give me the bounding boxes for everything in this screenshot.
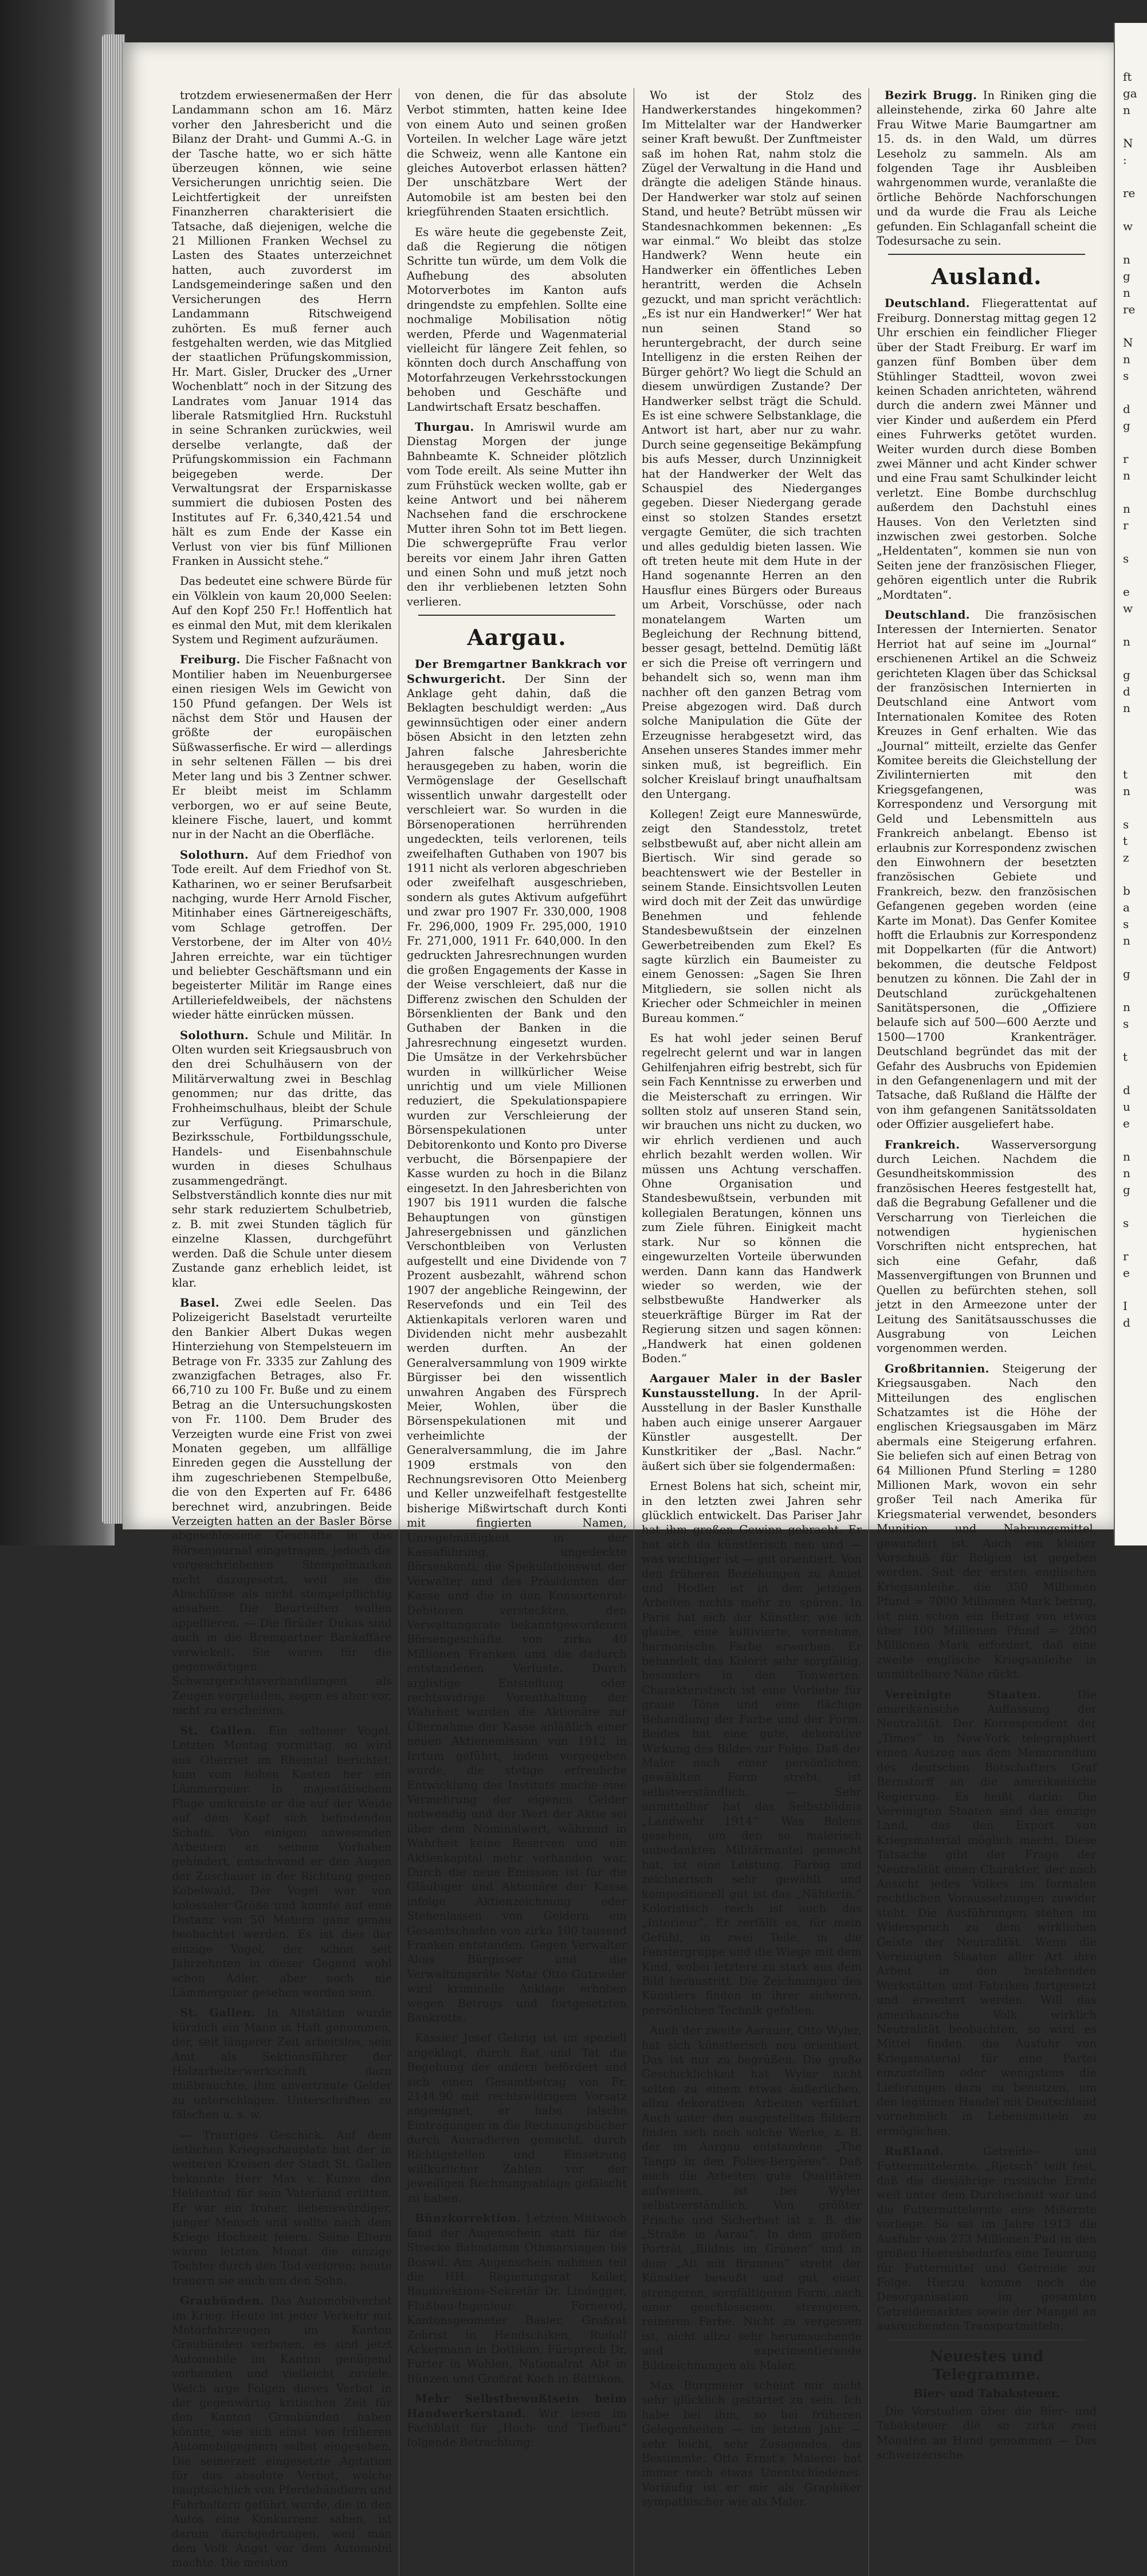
article-body-text: Die Fischer Faßnacht von Montilier haben im Neuenburgersee einen riesigen Wels im Gewicht von 150 Pfund gefangen. Der Wels ist nächst dem Stör und Hausen der größte der europäischen Süßwasserfische. Er wird — allerdings in sehr seltenen Fällen — bis drei Meter lang und bis 3 Zentner schwer. Er bleibt meist im Schlamm verborgen, wo er auf seine Beute, kleinere Fische, lauert, und kommt nur in der Nacht an die Oberfläche. xyxy=(172,653,392,841)
article-dateline: Solothurn. xyxy=(180,848,257,862)
article-body-text: In Amriswil wurde am Dienstag Morgen der junge Bahnbeamte K. Schneider plötzlich vom Tode ereilt. Als seine Mutter ihn zum Frühstück wecken wollte, gab er keine Antwort und bei näherem Nachsehen fand die erschrockene Mutter ihren Sohn tot im Bett liegen. Die schwergeprüfte Frau verlor bereits vor einem Jahr ihren Gatten und einen Sohn und muß jetzt noch den ihr verbliebenen letzten Sohn verlieren. xyxy=(407,420,627,608)
article-paragraph xyxy=(172,848,392,1022)
article-paragraph xyxy=(172,1724,392,2000)
article-dateline: Bünzkorrektion. xyxy=(415,2212,526,2225)
article-body-text: Es wäre heute die gegebenste Zeit, daß die Regierung die nötigen Schritte tun würde, um dem Volk die Aufhebung des absoluten Motorverbotes im Kanton aufs dringendste zu empfehlen. Sollte eine nochmalige Mobilisation nötig werden, Pferde und Wagenmaterial vielleicht für längere Zeit fehlen, so könnten doch durch Anschaffung von Motorfahrzeugen Verkehrsstockungen behoben und Geschäfte und Landwirtschaft Ersatz beschaffen. xyxy=(407,225,627,414)
article-paragraph xyxy=(642,2023,862,2373)
article-paragraph xyxy=(642,88,862,801)
article-body-text: Zwei edle Seelen. Das Polizeigericht Baselstadt verurteilte den Bankier Albert Dukas wegen Hinterziehung von Stempelsteuern im Betrage von Fr. 3335 zur Zahlung des zwanzigfachen Betrages, also Fr. 66,710 zu 100 Fr. Buße und zu einem Betrag an die Untersuchungskosten von Fr. 1100. Dem Bruder des Verzeigten wurde eine Frist von zwei Monaten gegeben, um allfällige Einreden gegen die Ausstellung der ihm zugeschriebenen Stempelbuße, die von den Experten auf Fr. 6486 berechnet wird, anzubringen. Beide Verzeigten hatten an der Basler Börse abgeschlossene Geschäfte in das Börsenjournal eingetragen, jedoch die vorgeschriebenen Stempelmarken nicht dazugesetzt, weil sie die Abschlüsse als nicht stempelpflichtig ansahen. Die Beurteilten wollen appellieren. — Die Brüder Dukas sind auch in die Bremgartner Bankaffäre verwickelt. Sie waren für die gegenwärtigen Schwurgerichtsverhandlungen als Zeugen vorgeladen, zogen es aber vor, nicht zu erscheinen. xyxy=(172,1296,392,1717)
column-1 xyxy=(172,88,392,2576)
article-body-text: Letzten Mittwoch fand der Augenschein statt für die Strecke Bahndamm Othmarsingen bis Boswil. Am Augenschein nahmen teil die HH. Regierungsrat Keller, Baudirektions-Sekretär Dr. Lindegger, Flußbau-Ingenieur Fornerod, Kantonsgeometer Basler, Großrat Zobrist in Hendschiken, Rudolf Ackermann in Dottikon, Fürsprech Dr. Furter in Wohlen, Nationalrat Abt in Bünzen und Großrat Koch in Büttikon. xyxy=(407,2212,627,2385)
article-paragraph xyxy=(172,2128,392,2288)
next-page-edge xyxy=(1114,23,1147,1545)
article-paragraph xyxy=(172,652,392,841)
article-body-text: Fliegerattentat auf Freiburg. Donnerstag mittag gegen 12 Uhr erschien ein feindlicher Flieger über der Stadt Freiburg. Er warf im ganzen fünf Bomben über dem Stühlinger Stadtteil, wovon zwei keinen Schaden anrichteten, während durch die andern zwei Männer und vier Kinder und außerdem ein Pferd eines Fuhrwerks getötet wurden. Weiter wurden durch diese Bomben zwei Männer und acht Kinder schwer und eine Frau samt Schulkinder leicht verletzt. Eine Bombe durchschlug außerdem den Dachstuhl eines Hauses. Von den Verletzten sind inzwischen zwei gestorben. Solche „Heldentaten“, kommen sie nun von Seiten jene der französischen Flieger, gehören eigentlich unter die Rubrik „Mordtaten“. xyxy=(877,297,1097,601)
article-paragraph xyxy=(172,1296,392,1718)
article-body-text: trotzdem erwiesenermaßen der Herr Landammann schon am 16. März vorher den Jahresbericht und die Bilanz der Draht- und Gummi A.-G. in der Tasche hatte, wo er sich hätte überzeugen können, wie seine Versicherungen unrichtig seien. Die Leichtfertigkeit der unreifsten Finanzherren charakterisiert die Tatsache, daß diejenigen, welche die 21 Millionen Franken Wechsel zu Lasten des Staates unterzeichnet hatten, auch zuvorderst im Landsgemeinderinge saßen und den Versicherungen des Herrn Landammann Ritschweigend zuhörten. Es muß ferner auch festgehalten werden, wie das Mitglied der staatlichen Prüfungskommission, Hr. Mart. Gisler, Drucker des „Urner Wochenblatt“ noch in der Sitzung des Landrates vom Januar 1914 das liberale Ratsmitglied Hrn. Ruckstuhl in seine Schranken zurückwies, weil derselbe verlangte, daß der Prüfungskommission ein Fachmann beigegeben werde. Der Verwaltungsrat der Ersparniskasse summiert die dubiosen Posten des Institutes auf Fr. 6,340,421.54 und hält es zum Ende der Kasse ein Verlust von vier bis fünf Millionen Franken in Aussicht stehe.“ xyxy=(172,89,392,568)
next-page-text-fragment: ft ga n N : re w n g n re N n s d g r n n r s e w n g d n t n s t z b a s n g n s t d u e n n g s r e I d xyxy=(1123,70,1137,1330)
article-paragraph xyxy=(877,296,1097,602)
article-paragraph xyxy=(877,608,1097,1132)
article-body-text: — Trauriges Geschick. Auf dem östlichen Kriegsschauplatz hat der in weiteren Kreisen der Stadt St. Gallen bekannte Herr Max v. Kunze den Heldentod für sein Vaterland erlitten. Er war ein froher, liebenswürdiger, junger Mensch und wollte nach dem Kriege Hochzeit feiern. Seine Eltern waren letzten Monat die einzige Tochter durch den Tod verloren; heute trauern sie auch um den Sohn. xyxy=(172,2128,392,2287)
article-dateline: Bezirk Brugg. xyxy=(885,89,983,102)
article-body-text: Ein seltener Vogel. Letzten Montag vormittag, so wird aus Oberriet im Rheintal berichtet, kam vom hohen Kasten her ein Lämmergeier. In majestätischem Fluge umkreiste er die auf der Weide auf dem Kapf sich befindenden Schafe. Von einigen anwesenden Arbeitern an seinem Vorhaben gehindert, entschwand er den Augen der Zuschauer in der Richtung gegen Kobelwald. Der Vogel war von kolossaler Größe und konnte auf eine Distanz von 50 Metern ganz genau beobachtet werden. Es ist dies der einzige Vogel, der schon seit Jahrzehnten in dieser Gegend wohl schon Adler, aber noch nie Lämmergeier gesehen worden sein. xyxy=(172,1724,392,1999)
article-body-text: Ernest Bolens hat sich, scheint mir, in den letzten zwei Jahren sehr glücklich entwickelt. Das Pariser Jahr hat ihm großen Gewinn gebracht. Er hat sich da künstlerisch neu und — was wichtiger ist — gut orientiert. Von den früheren Beziehungen zu Amiet und Hodler ist in den jetzigen Arbeiten nichts mehr zu spüren. In Paris hat sich der Künstler, wie ich glaube, eine kultivierte, vornehme, harmonische Farbe erworben. Er behandelt das Kolorit sehr sorgfältig, besonders in den Tonwerten. Charakteristisch ist eine Vorliebe für graue Töne und eine flächige Behandlung der Farbe und der Form. Beides hat eine gute, dekorative Wirkung des Bildes zur Folge. Daß der Maler nach einer persönlichen, gewählten Form strebt, ist selbstverständlich. — Sehr unmittelbar hat das Selbstbildnis „Landwehr 1914“. Was Bolens gesehen, um den so malerisch unbedankten Militärmantel gemacht hat, ist eine Leistung. Farbig und zeichnerisch sehr gewählt und kompositionell gut ist das „Nähterin.“ Koloristisch reich ist auch das „Interieur“. Er zerfällt es, für mein Gefühl, in zwei Teile, in die Fenstergruppe und die Wiege mit dem Kind, wobei letztere zu stark aus dem Bild heraustritt. Die Zeichnungen des Künstlers finden in ihrer sicheren, persönlichen Technik gefallen. xyxy=(642,1480,862,2017)
article-body-text: In Riniken ging die alleinstehende, zirka 60 Jahre alte Frau Witwe Marie Baumgartner am 15. ds. in den Wald, um dürres Leseholz zu sammeln. Als am folgenden Tage ihr Ausbleiben wahrgenommen wurde, veranlaßte die örtliche Behörde Nachforschungen und da wurde die Frau als Leiche gefunden. Ein Schlaganfall scheint die Todesursache zu sein. xyxy=(877,89,1097,248)
section-rule xyxy=(888,254,1085,255)
article-body-text: Wasserversorgung durch Leichen. Nachdem die Gesundheitskommission des französischen Heeres festgestellt hat, daß die Begrabung Gefallener und die Verscharrung von Tierleichen die notwendigen hygienischen Vorschriften nicht entsprechen, hat sich eine Gefahr, daß Massenvergiftungen von Brunnen und Quellen zu befürchten stehen, soll jetzt in den Armeezone unter der Leitung des Sanitätsausschusses die Ausgrabung von Leichen vorgenommen werden. xyxy=(877,1138,1097,1355)
article-paragraph xyxy=(172,574,392,647)
article-dateline: Deutschland. xyxy=(885,297,982,310)
article-dateline: Großbritannien. xyxy=(885,1362,1003,1375)
article-paragraph xyxy=(172,88,392,568)
book-spine-edge xyxy=(102,34,125,1524)
article-body-text: Die französischen Interessen der Internierten. Senator Herriot hat auf seine im „Journal“ erschienenen Artikel an die Schweiz gerichteten Klagen über das Schicksal der französischen Internierten in Deutschland eine Antwort vom Internationalen Komitee des Roten Kreuzes in Genf erhalten. Wie das „Journal“ mitteilt, erzielte das Genfer Komitee bereits die Gleichstellung der Zivilinternierten mit den Kriegsgefangenen, was Korrespondenz und Versorgung mit Geld und Lebensmitteln aus Frankreich anbelangt. Ebenso ist erlaubnis zur Korrespondenz zwischen den Einwohnern der besetzten französischen Gebiete und Frankreich, bezw. den französischen Gefangenen gegeben worden (eine Karte im Monat). Das Genfer Komitee hofft die Erlaubnis zur Korrespondenz mit Doppelkarten (für die Antwort) bekommen, die deutsche Feldpost benutzen zu können. Die Zahl der in Deutschland zurückgehaltenen Sanitätspersonen, die „Offiziere belaufe sich auf 500—600 Aerzte und 1500—1700 Krankenträger. Deutschland begründet das mit der Gefahr des Ausbruchs von Epidemien in den Gefangenenlagern und mit der Tatsache, daß Rußland die Hälfte der von ihm gefangenen Sanitätssoldaten oder Offizier ausgeliefert habe. xyxy=(877,608,1097,1131)
newspaper-page xyxy=(123,42,1114,2570)
article-dateline: Frankreich. xyxy=(885,1138,992,1151)
article-paragraph xyxy=(407,420,627,609)
article-dateline: Deutschland. xyxy=(885,608,985,622)
article-dateline: Freiburg. xyxy=(180,653,245,667)
article-dateline: Basel. xyxy=(180,1296,235,1309)
article-paragraph xyxy=(642,1479,862,2017)
article-paragraph xyxy=(877,2404,1097,2463)
article-body-text: Die Vorstudien über die Bier- und Tabaksteuer die so zirka zwei Monaten an Hand genommen — Das schweizerische xyxy=(877,2404,1097,2462)
article-paragraph xyxy=(172,1028,392,1290)
article-paragraph xyxy=(407,2392,627,2450)
article-body-text: Die amerikanische Auffassung der Neutralität. Der Korrespondent der „Times“ in New-York telegraphiert einen Auszug aus dem Memorandum des deutschen Botschafters Graf Bernstorff an die amerikanische Regierung. Es heißt darin: Die Vereinigten Staaten sind das einzige Land, das den Export von Kriegsmaterial möglich macht. Diese Tatsache gibt der Frage der Neutralität einen Charakter, der nach Ansicht jedes Volkes im formalen rechtlichen Voraussetzungen zuwider steht. Die Ausführungen stehen im Widerspruch zu dem wirklichen Geiste der Neutralität. Wenn die Vereinigten Staaten aller Art ihre Arbeit in den bestehenden Werkstätten und Fabriken fortgesetzt und erweitert werden. Will das amerikanische Volk wirklich Neutralität beobachten, so wird es Mittel finden, die Ausfuhr von Kriegsmaterial für eine Partei einzustellen oder wenigstens die Lieferungen dazu zu benutzen, um den legitimen Handel mit Deutschland vornehmlich in Lebensmitteln zu ermöglichen. xyxy=(877,1688,1097,2138)
article-dateline: Graubünden. xyxy=(180,2294,270,2308)
article-body-text: Getreide- und Futtermittelernte. „Rjetsch“ teilt fest, daß die diesjährige russische Ernte weit unter dem Durchschnitt war und die Futtermittelernte eine Mißernte vorliege. So sei im Jahre 1913 die Ausfuhr von 273 Millionen Pud in den großen Heeresbedarfes eine Teuerung für Futtermittel und Getreide zur Folge. Hierzu komme noch die Desorganisation im gesamten Getreidemarktes sowie der Mangel an ausreichenden Transportmitteln. xyxy=(877,2145,1097,2333)
section-rule xyxy=(418,615,615,616)
article-body-text: Wo ist der Stolz des Handwerkerstandes hingekommen? Im Mittelalter war der Handwerker seiner Kraft bewußt. Der Zunftmeister saß im hohen Rat, nahm stolz die Zügel der Verwaltung in die Hand und drängte die adeligen Stände hinaus. Der Handwerker war stolz auf seinen Stand, und heute? Betrübt müssen wir Standesnachkommen bekennen: „Es war einmal.“ Wo bleibt das stolze Handwerk? Wenn heute ein Handwerker ein öffentliches Leben herantritt, werden die Achseln gezuckt, und man spricht verächtlich: „Es ist nur ein Handwerker!“ Wer hat nun seinen Stand so heruntergebracht, der durch seine Intelligenz in die ersten Reihen der Bürger gehört? Wo liegt die Schuld an diesem unwürdigen Zustande? Der Handwerker selbst trägt die Schuld. Es ist eine schwere Selbstanklage, die Antwort ist hart, aber nur zu wahr. Durch seine gegenseitige Bekämpfung bis aufs Messer, durch Unzinnigkeit hat der Handwerker der Welt das Schauspiel des Niederganges gegeben. Dieser Niedergang gerade einst so stolzen Standes ersetzt vergagte Gemüter, die sich trachten und alles geduldig bieten lassen. Wie oft treten heute mit dem Hute in der Hand sogenannte Herren an den Hausflur eines Bürgers oder Bureaus um Arbeit, Vorschüsse, oder nach monatelangem Warten um Begleichung der Rechnung bittend, besser gesagt, bettelnd. Demütig läßt er sich die Preise oft verringern und behandelt sich so, wenn man ihm nachher oft den ganzen Betrag vom Preise abgezogen wird. Daß durch solche Manipulation die Güte der Erzeugnisse herabgesetzt wird, das Ansehen unseres Standes immer mehr sinken muß, ist begreiflich. Ein solcher Kreislauf bringt unaufhaltsam den Untergang. xyxy=(642,89,862,801)
article-dateline: Mehr Selbstbewußtsein beim Handwerkerstand. xyxy=(407,2392,627,2420)
scan-background-left xyxy=(0,0,115,1545)
article-paragraph xyxy=(877,1138,1097,1356)
article-paragraph xyxy=(877,2144,1097,2333)
article-body-text: In Altstätten wurde kürzlich ein Mann in Haft genommen, der, seit längerer Zeit arbeitslos, sein Amt als Sektionsführer der Holzarbeiterwerkschaft dazu mißbrauchte, ihm anvertraute Gelder zu unterschlagen. Unterschriften zu fälschen u. s. w. xyxy=(172,2006,392,2122)
column-4 xyxy=(877,88,1097,2576)
article-body-text: Kassier Josef Gehrig ist im speziell angeklagt, durch Rat und Tat die Begehung der andern befördert und sich einen Gesamtbetrag von Fr. 2144.90 mit rechtswidrigem Vorsatz angeeignet, er habe falsche Eintragungen in die Rechnungsbücher durch Ausradieren gemacht, durch Richtigstellen und Einsetzung willkürlicher Zahlen vor der jeweiligen Rechnungsablage gefälscht zu haben. xyxy=(407,2031,627,2205)
article-dateline: Aargauer Maler in der Basler Kunstausstellung. xyxy=(642,1372,862,1400)
article-body-text: Schule und Militär. In Olten wurden seit Kriegsausbruch von den drei Schulhäusern von der Militärverwaltung zwei in Beschlag genommen; nur das dritte, das Frohheimschulhaus, bleibt der Schule zur Verfügung. Primarschule, Bezirksschule, Fortbildungsschule, Handels- und Eisenbahnschule wurden in dieses Schulhaus zusammengedrängt. Selbstverständlich konnte dies nur mit sehr stark reduziertem Schulbetrieb, z. B. mit zwei Stunden täglich für einzelne Klassen, durchgeführt werden. Daß die Schule unter diesem Zustande ganz erheblich leidet, ist klar. xyxy=(172,1028,392,1289)
article-dateline: Rußland. xyxy=(885,2145,983,2158)
article-body-text: Auch der zweite Aarauer, Otto Wyler, hat sich künstlerisch neu orientiert. Das ist nur zu begrüßen. Die große Geschicklichkeit hat Wyler nicht selten zu einem etwas äußerlichen, allzu dekorativen Arbeiten verführt. Auch unter den ausgestellten Bildern finden sich noch solche Werke, z. B. der im Aargau entstandene „The Tango in den Folies-Bergères“. Daß auch die Arbeiten gute Qualitäten aufweisen, ist bei Wyler selbstverständlich. Von größter Frische und Sicherheit ist z. B. die „Straße in Aarau“. In dem großen Porträt „Bildnis im Grünen“ und in dem „Alt mit Brunnen“ strebt der Künstler bewußt und gut einer strengeren, sorgfältigeren Form, nach einer geschlossenen, strengeren, reineren Farbe. Nicht zu vergessen ist, nicht allzu sehr herumsuchende und experimentierende Bildzeichnungen als Maler. xyxy=(642,2024,862,2372)
article-dateline: Der Bremgartner Bankkrach vor Schwurgericht. xyxy=(407,658,627,686)
section-rule xyxy=(888,2339,1085,2341)
article-paragraph xyxy=(407,2031,627,2205)
article-body-text: Es hat wohl jeder seinen Beruf regelrecht gelernt und war in langen Gehilfenjahren eifrig bestrebt, sich für sein Fach Kenntnisse zu erwerben und die Meisterschaft zu erringen. Wir sollten stolz auf unseren Stand sein, wir brauchen uns nicht zu ducken, wo wir ehrlich verdienen und auch ehrlich bezahlt werden wollen. Wir müssen uns Achtung verschaffen. Ohne Organisation und Standesbewußtsein, verbunden mit kollegialen Beratungen, können uns zum Ziele führen. Einigkeit macht stark. Nur so können die eingewurzelten Vorteile überwunden werden. Dann kann das Handwerk wieder so werden, wie der selbstbewußte Handwerker als steuerkräftige Bürger im Rat der Regierung sitzen und sagen können: „Handwerk hat einen goldenen Boden.“ xyxy=(642,1032,862,1365)
article-paragraph xyxy=(172,2005,392,2122)
article-paragraph xyxy=(877,1688,1097,2139)
article-dateline: Solothurn. xyxy=(180,1028,257,1042)
article-body-text: von denen, die für das absolute Verbot stimmten, hatten keine Idee von einem Auto und seinen großen Vorteilen. In welcher Lage wäre jetzt die Schweiz, wenn alle Kantone ein gleiches Autoverbot erlassen hätten? Der unschätzbare Wert der Automobile ist am besten bei den kriegführenden Staaten ersichtlich. xyxy=(407,89,627,219)
article-paragraph xyxy=(642,1371,862,1473)
column-2 xyxy=(407,88,627,2576)
article-paragraph xyxy=(642,1031,862,1366)
section-heading-ausland: Ausland. xyxy=(931,264,1042,290)
article-paragraph xyxy=(407,225,627,414)
article-columns xyxy=(172,88,1097,2570)
article-body-text: Das Automobilverbot im Krieg. Heute ist jeder Verkehr mit Motorfahrzeugen im Kanton Graubünden verboten, es sind jetzt Automobile im Kanton genügend vorhanden und vielleicht zuviele. Welch arge Folgen dieses Verbot in der gegenwärtig kritischen Zeit für den Kanton Graubünden haben könnte, wie sich einst von früheren Automobilgegnern selbst eingesehen. Die seinerzeit eingesetzte Agitation für das absolute Verbot, welche hauptsächlich von Pferdehändlern und Fuhrhaltern geführt wurde, die in den Autos eine Konkurrenz sahen, ist darum durchgedrungen, weil man dem Volk Angst vor dem Automobil machte. Die meisten xyxy=(172,2294,392,2570)
article-dateline: St. Gallen. xyxy=(180,2006,267,2020)
article-body-text: Der Sinn der Anklage geht dahin, daß die Beklagten beschuldigt werden: „Aus gewinnsüchtigen oder einer andern bösen Absicht in den letzten zehn Jahren falsche Jahresberichte herausgegeben zu haben, worin die Vermögenslage der Gesellschaft wissentlich unwahr dargestellt oder verschleiert war. So wurden in die Börsenoperationen herrührenden ungedeckten, teils verlorenen, teils zweifelhaften Guthaben von 1907 bis 1911 nicht als verloren abgeschrieben oder zweifelhaft ausgeschrieben, sondern als gutes Aktivum aufgeführt und zwar pro 1907 Fr. 330,000, 1908 Fr. 296,000, 1909 Fr. 295,000, 1910 Fr. 271,000, 1911 Fr. 640,000. In den gedruckten Jahresrechnungen wurden die großen Engagements der Kasse in der Weise verschleiert, daß nur die Differenz zwischen den Schulden der Börsenklienten der Bank und den Guthaben der Banken in die Jahresrechnung eingesetzt wurden. Die Umsätze in der Verkehrsbücher wurden in willkürlicher Weise unrichtig und um viele Millionen reduziert, die Spekulationspapiere wurden zur Verschleierung der Börsenspekulationen unter Debitorenkonto und Konto pro Diverse verbucht, die Börsenpapiere der Kasse wurden zu hoch in die Bilanz eingesetzt. In den Jahresberichten von 1907 bis 1911 wurden die falsche Behauptungen von günstigen Jahresergebnissen und gänzlichen Verschontbleiben von Verlusten aufgestellt und eine Dividende von 7 Prozent ausbezahlt, während schon 1907 der angebliche Reingewinn, der Reservefonds und ein Teil des Aktienkapitals verloren waren und Dividenden nicht mehr ausbezahlt werden durften. An der Generalversammlung von 1909 wirkte Bürgisser bei den wissentlich unwahren Angaben des Fürsprech Meier, Wohlen, über die Börsenspekulationen mit und verheimlichte der Generalversammlung, die im Jahre 1909 erstmals von den Rechnungsrevisoren Otto Meienberg und Keller unzweifelhaft festgestellte bisherige Mißwirtschaft durch Konti mit fingierten Namen, Unregelmäßigkeit in der Kassaführung, ungedeckte Börsenkonti, die Spekulationswut der Verwalter und des Präsidenten der Kasse und die in den Konsortenrat-Debitoren versteckten, den Verwaltungsrate bekanntgewordenen Börsengeschäfte von zirka 40 Millionen Franken und die dadurch entstandenen Verluste. Durch arglistige Entstellung oder rechtswidrige Vorenthaltung der Wahrheit wurden die Aktionäre zur Übernahme der Kasse anläßlich einer neuen Aktienemission von 1912 in Irrtum geführt, indem vorgegeben wurde, die stetige erfreuliche Entwicklung des Instituts mache eine Vermehrung der eigenen Gelder notwendig und der Wert der Aktie sei über dem Nominalwert, während in Wahrheit keine Reserven und ein Aktienkapital mehr vorhanden war. Durch die neue Emission ist für die Gläubiger und Aktionäre der Kasse infolge Aktienzeichnung oder Stehenlassen von Geldern ein Gesamtschaden von zirka 100 tausend Franken entstanden. Gegen Verwalter Alois Bürgisser und die Verwaltungsräte Notar Otto Gutzwiler wird kriminelle Anklage erhoben wegen Betrugs und fortgesetzten Bankrotts. xyxy=(407,672,627,2024)
article-paragraph xyxy=(877,1362,1097,1682)
article-paragraph xyxy=(877,88,1097,248)
article-dateline: Vereinigte Staaten. xyxy=(885,1688,1078,1701)
article-body-text: Das bedeutet eine schwere Bürde für ein Völklein von kaum 20,000 Seelen: Auf den Kopf 250 Fr.! Hoffentlich hat es einmal den Mut, mit dem klerikalen System und Regiment aufzuräumen. xyxy=(172,575,392,647)
article-paragraph xyxy=(407,657,627,2025)
article-body-text: Auf dem Friedhof von Tode ereilt. Auf dem Friedhof von St. Katharinen, wo er seiner Berufsarbeit nachging, wurde Herr Arnold Fischer, Mitinhaber eines Gärtnereigeschäfts, vom Schlage getroffen. Der Verstorbene, der im Alter von 40½ Jahren erreichte, war ein tüchtiger und beliebter Geschäftsmann und ein begeisterter Militär im Range eines Artilleriefeldweibels, der nächstens wieder hätte einrücken müssen. xyxy=(172,848,392,1022)
article-body-text: Steigerung der Kriegsausgaben. Nach den Mitteilungen des englischen Schatzamtes ist die Höhe der englischen Kriegsausgaben im März abermals eine Steigerung erfahren. Sie beliefen sich auf einen Betrag von 64 Millionen Pfund Sterling = 1280 Millionen Mark, wovon ein sehr großer Teil nach Amerika für Kriegsmaterial verwendet, besonders Munition und Nahrungsmittel, gewandert ist. Auch ein kleiner Vorschuß für Belgien ist gegeben worden. Seit der ersten englischen Kriegsanleihe, die 350 Millionen Pfund = 7000 Millionen Mark betrug, ist nun schon ein Betrag von etwas über 100 Millionen Pfund = 2000 Millionen Mark erfordert, daß eine zweite englische Kriegsanleihe in unmittelbare Nähe rückt. xyxy=(877,1362,1097,1681)
article-paragraph xyxy=(642,2378,862,2510)
column-3 xyxy=(642,88,862,2576)
article-body-text: In der April-Ausstellung in der Basler Kunsthalle haben auch einige unserer Aargauer Künstler ausgestellt. Der Kunstkritiker der „Basl. Nachr.“ äußert sich über sie folgendermaßen: xyxy=(642,1386,862,1473)
article-body-text: Max Burgmeier scheint mir nicht sehr glücklich gestartet zu sein. Ich habe bei ihm, so bei früheren Gelegenheiten — im letzten Jahr — sehr leicht, sehr Zusagendes, das Bestimmte. Otto Ernst's Malerei hat immer noch etwas Unentschiedenes. Vorläufig ist er mir als Graphiker sympathischer wie als Maler. xyxy=(642,2378,862,2509)
article-body-text: Kollegen! Zeigt eure Manneswürde, zeigt den Standesstolz, tretet selbstbewußt auf, aber nicht allein am Biertisch. Wir sind gerade so beachtenswert wie der Besteller in seinem Stande. Einsichtsvollen Leuten wird doch mit der Zeit das unwürdige Benehmen und fehlende Standesbewußtsein der einzelnen Gewerbetreibenden zum Ekel? Es sagte kürzlich ein Baumeister zu einem Genossen: „Sagen Sie Ihren Mitgliedern, sie sollen nicht als Kriecher oder Schmeichler in meinen Bureau kommen.“ xyxy=(642,807,862,1025)
article-body-text: Wir lesen im Fachblatt für „Hoch- und Tiefbau“ folgende Betrachtung: xyxy=(407,2406,627,2449)
section-heading-neuestes: Neuestes und Telegramme. xyxy=(929,2347,1044,2384)
article-dateline: St. Gallen. xyxy=(180,1724,269,1737)
section-heading-aargau: Aargau. xyxy=(467,624,567,651)
subheading-bier-tabaksteuer: Bier- und Tabaksteuer. xyxy=(913,2386,1060,2400)
article-paragraph xyxy=(407,2211,627,2386)
article-paragraph xyxy=(407,88,627,219)
article-paragraph xyxy=(642,807,862,1025)
article-dateline: Thurgau. xyxy=(415,420,484,434)
article-paragraph xyxy=(172,2294,392,2570)
